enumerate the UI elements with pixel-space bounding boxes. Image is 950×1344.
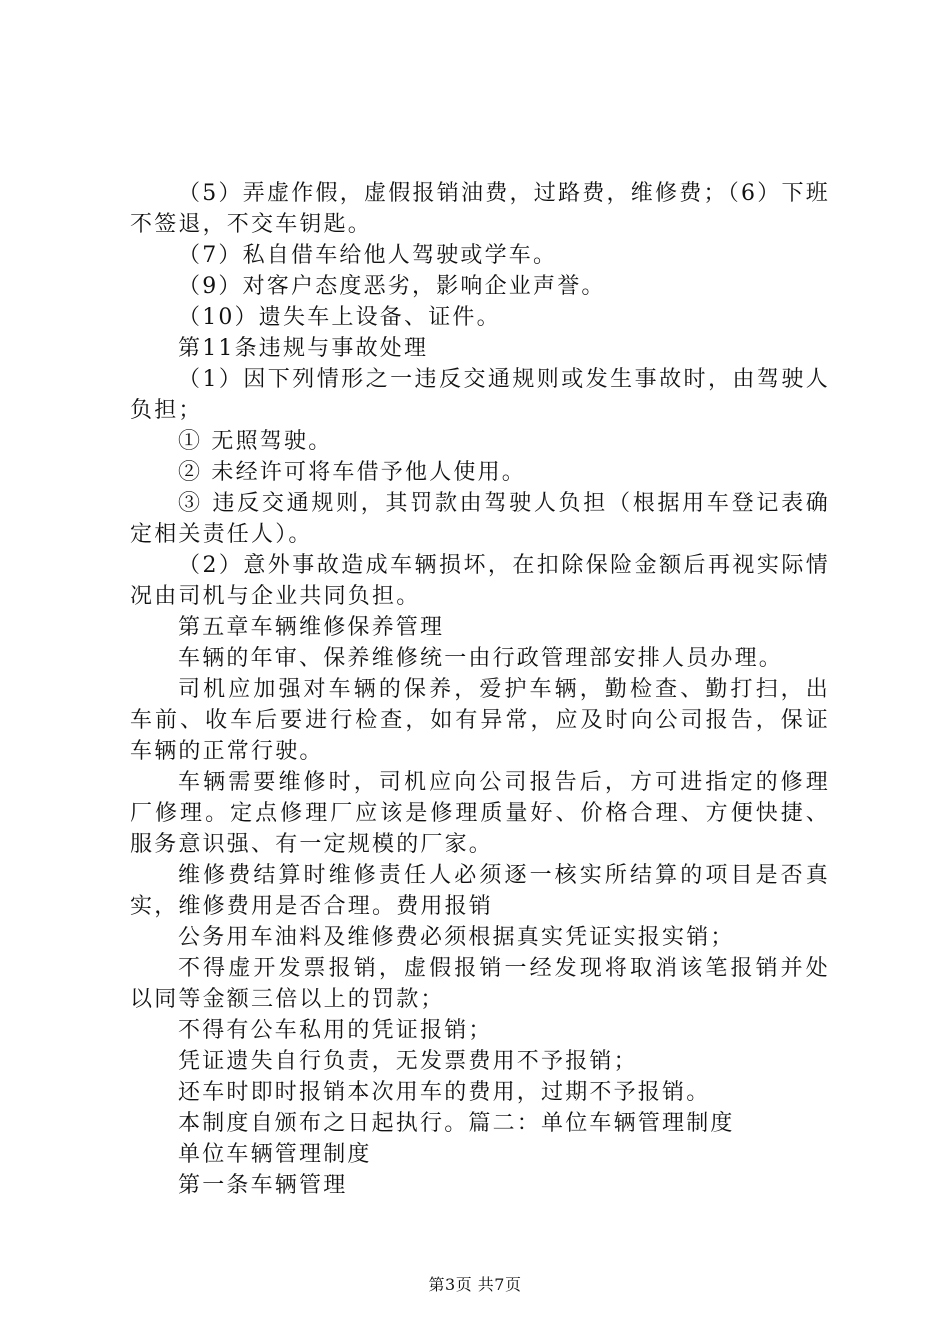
paragraph: 公务用车油料及维修费必须根据真实凭证实报实销； [178, 925, 735, 950]
paragraph: 车辆需要维修时，司机应向公司报告后，方可进指定的修理厂修理。定点修理厂应该是修理质量好、价格合理、方便快捷、服务意识强、有一定规模的厂家。 [130, 770, 830, 857]
paragraph: （7）私自借车给他人驾驶或学车。 [178, 243, 558, 268]
paragraph: 车辆的年审、保养维修统一由行政管理部安排人员办理。 [178, 646, 784, 671]
chapter-heading: 第五章车辆维修保养管理 [178, 615, 445, 640]
paragraph: （5）弄虚作假，虚假报销油费，过路费，维修费；（6）下班不签退，不交车钥匙。 [130, 181, 830, 237]
section-heading: 第一条车辆管理 [178, 1173, 348, 1198]
paragraph: 司机应加强对车辆的保养，爱护车辆，勤检查、勤打扫，出车前、收车后要进行检查，如有异常，应及时向公司报告，保证车辆的正常行驶。 [130, 677, 830, 764]
document-body [130, 178, 830, 1201]
paragraph: 不得虚开发票报销，虚假报销一经发现将取消该笔报销并处以同等金额三倍以上的罚款； [130, 956, 830, 1012]
paragraph: （2）意外事故造成车辆损坏，在扣除保险金额后再视实际情况由司机与企业共同负担。 [130, 553, 830, 609]
paragraph: （1）因下列情形之一违反交通规则或发生事故时，由驾驶人负担； [130, 367, 830, 423]
paragraph: 凭证遗失自行负责，无发票费用不予报销； [178, 1049, 638, 1074]
page-number-footer: 第3页 共7页 [428, 1275, 522, 1294]
paragraph: 还车时即时报销本次用车的费用，过期不予报销。 [178, 1080, 711, 1105]
list-item: ② 未经许可将车借予他人使用。 [178, 460, 526, 485]
paragraph: （9）对客户态度恶劣，影响企业声誉。 [178, 274, 606, 299]
paragraph: （10）遗失车上设备、证件。 [178, 305, 501, 330]
document-title: 单位车辆管理制度 [178, 1142, 372, 1167]
paragraph: 不得有公车私用的凭证报销； [178, 1018, 493, 1043]
section-heading: 第11条违规与事故处理 [178, 336, 429, 361]
paragraph: 本制度自颁布之日起执行。篇二：单位车辆管理制度 [178, 1111, 735, 1136]
paragraph: 维修费结算时维修责任人必须逐一核实所结算的项目是否真实，维修费用是否合理。费用报销 [130, 863, 830, 919]
list-item: ① 无照驾驶。 [178, 429, 333, 454]
list-item: ③ 违反交通规则，其罚款由驾驶人负担（根据用车登记表确定相关责任人）。 [130, 491, 830, 547]
